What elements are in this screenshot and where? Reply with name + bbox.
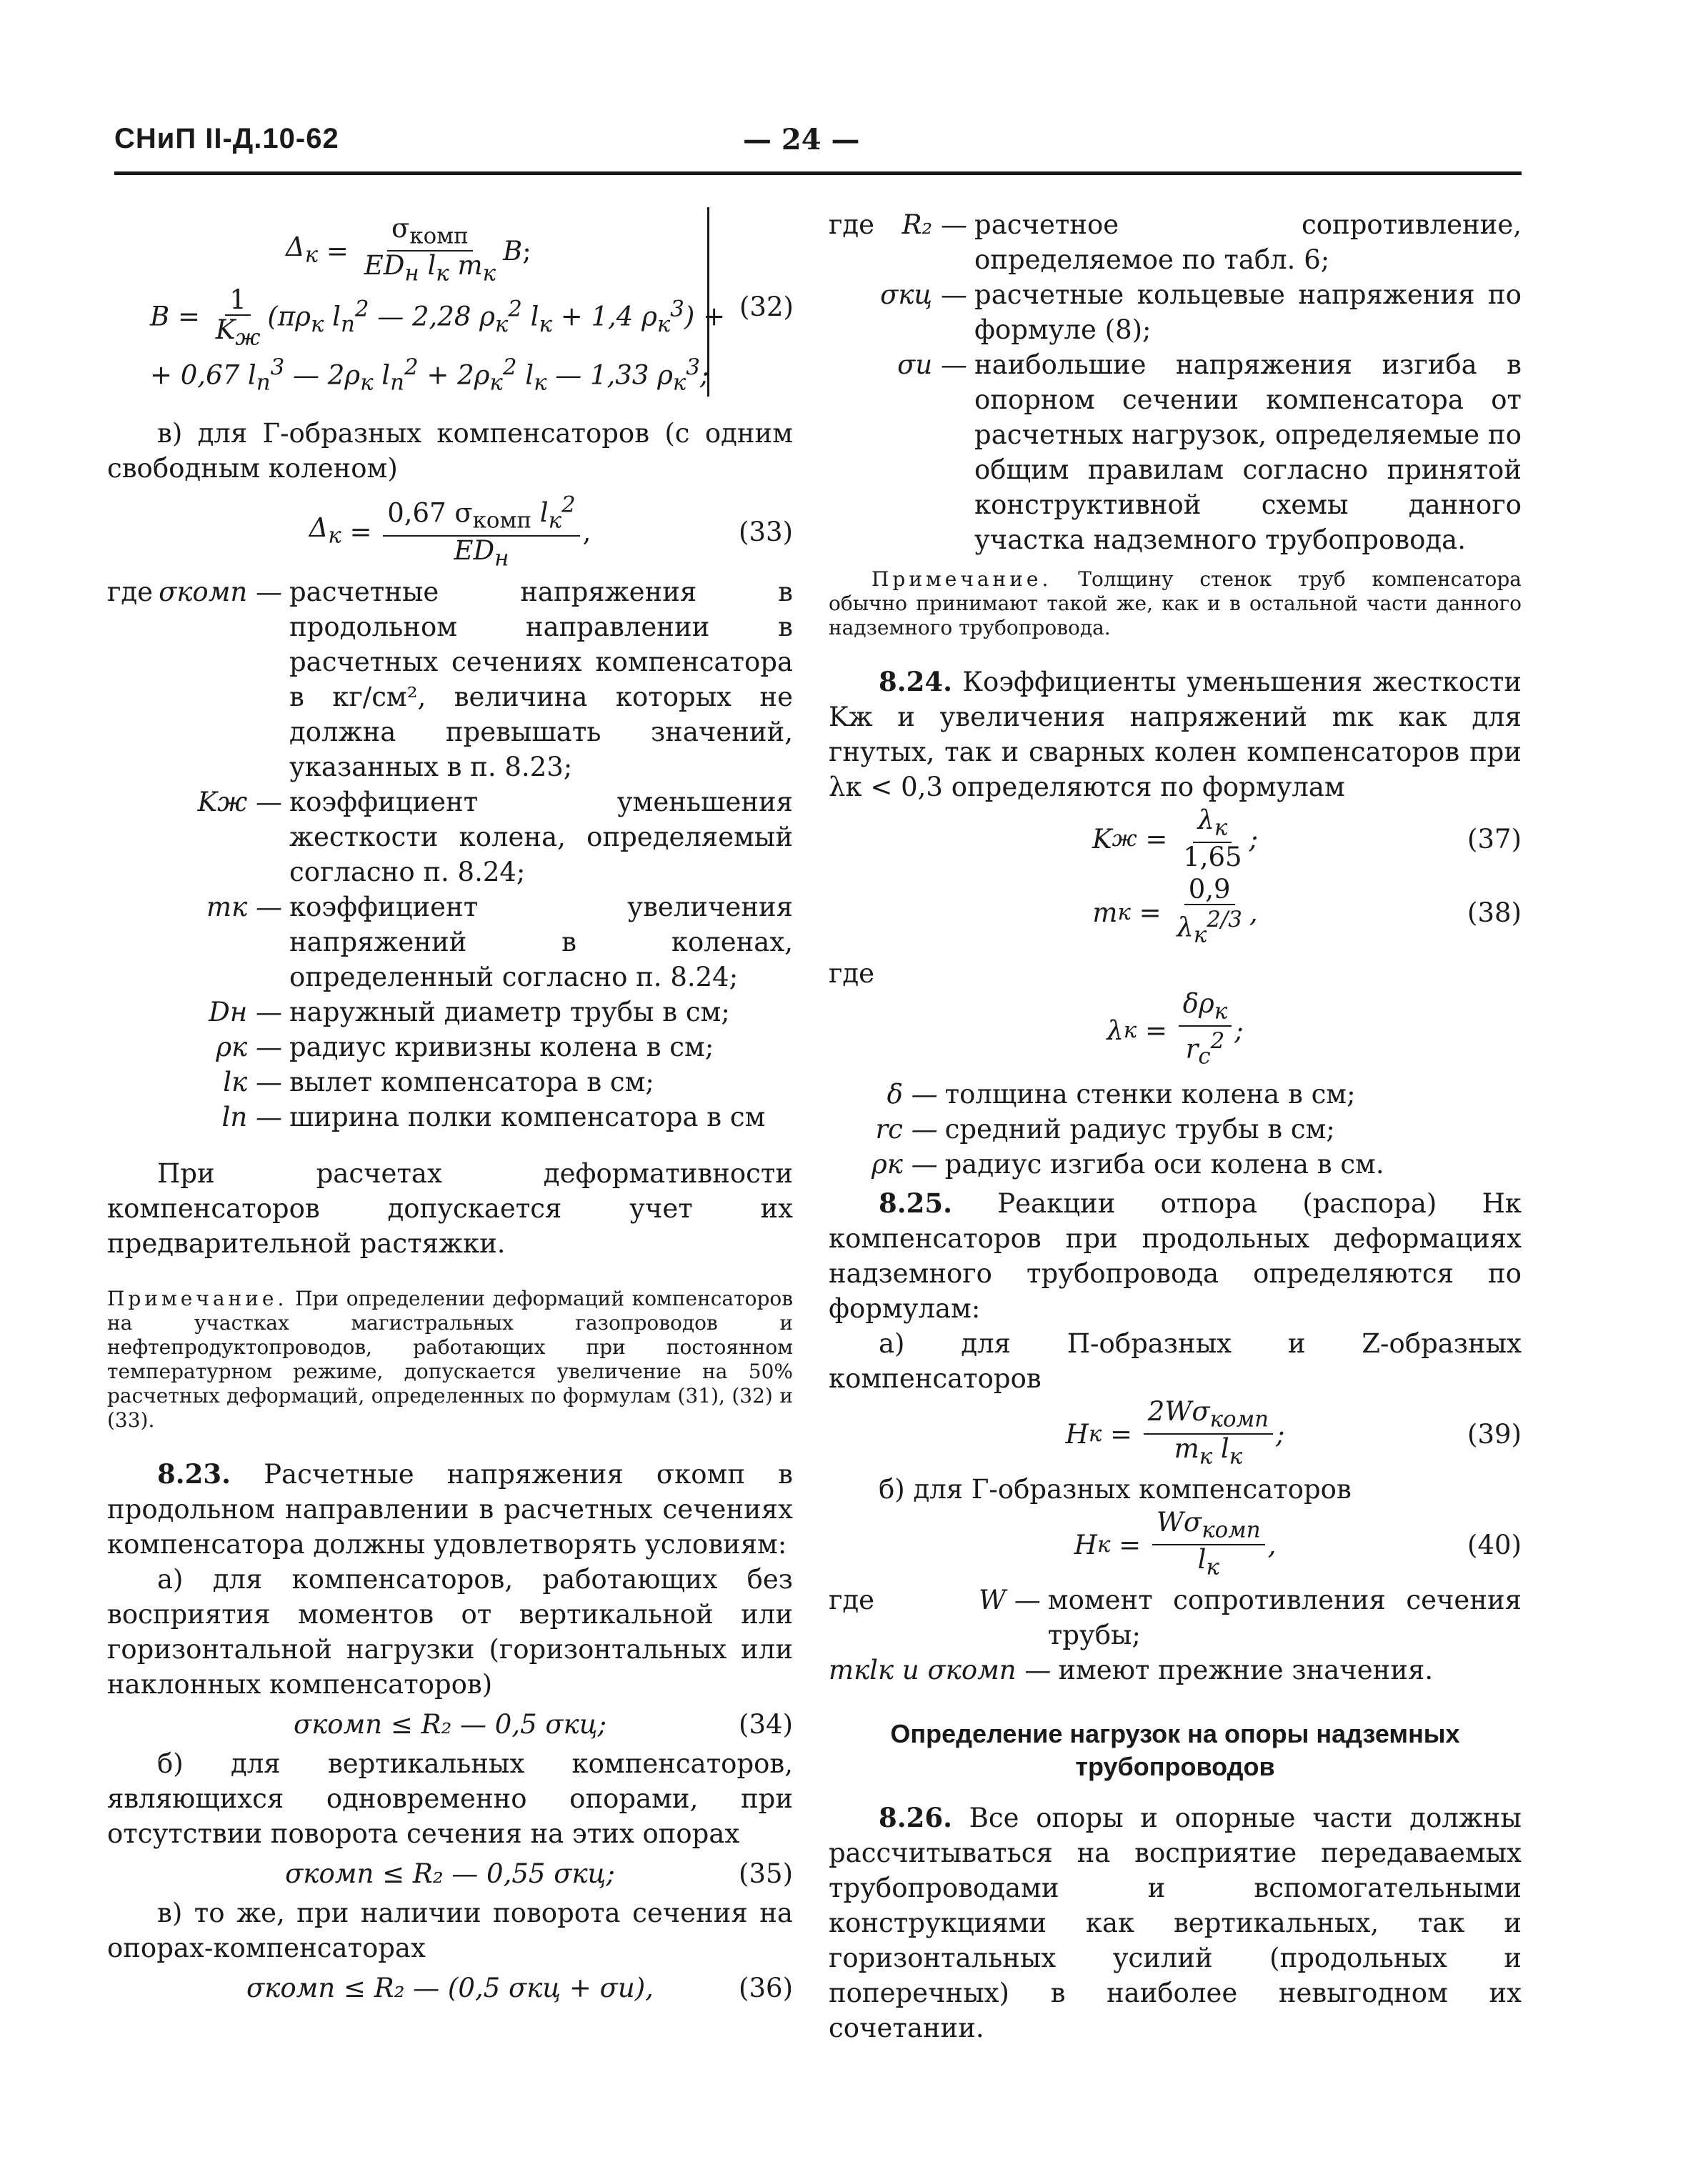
def-text: расчетные кольцевые напряжения по формуле (8); xyxy=(974,279,1522,345)
formula-40-number: (40) xyxy=(1467,1529,1522,1560)
right-column xyxy=(829,207,1522,2046)
paragraph-text: Коэффициенты уменьшения жесткости Kж и увеличения напряжений mк как для гнутых, так и сварных колен компенсаторов при λк < 0,3 определяются по формулам xyxy=(829,667,1522,802)
def-text: расчетные напряжения в продольном направлении в расчетных сечениях компенсатора в кг/см², величина которых не должна превышать значений, указанных в п. 8.23; xyxy=(289,577,793,782)
paragraph-8-23 xyxy=(107,1457,793,1562)
note-text: При определении деформаций компенсаторов на участках магистральных газопроводов и нефтепродуктопроводов, работающих при постоянном температурном режиме, допускается увеличение на 50% расчетных деформаций, определенных по формулам (31), (32) и (33). xyxy=(107,1287,793,1432)
def-symbol: Dн — xyxy=(209,997,282,1027)
item-a-right: а) для П-образных и Z-образных компенсаторов xyxy=(829,1328,1522,1394)
note-1 xyxy=(107,1287,793,1433)
formula-32-line3: + 0,67 $l_п^3$ — $2\rho_к$ $l_п^2 + 2\rho_к^2$ $l_к$ — 1,33 $\rho_к^3$; xyxy=(150,354,709,396)
def-text: расчетное сопротивление, определяемое по табл. 6; xyxy=(974,209,1522,275)
formula-33: $\Delta_к$ = $\frac{0,67 \sigma_{комп} l_к^2}{ED_н}$ , (33) xyxy=(309,492,793,572)
def-symbol: W — xyxy=(979,1585,1041,1615)
def-text: коэффициент увеличения напряжений в коленах, определенный согласно п. 8.24; xyxy=(289,892,793,992)
definitions-list-5 xyxy=(829,1653,1522,1688)
paragraph-8-25 xyxy=(829,1186,1522,1326)
note-label: Примечание. xyxy=(872,567,1052,591)
def-text: имеют прежние значения. xyxy=(1058,1655,1434,1685)
paragraph-number: 8.26. xyxy=(879,1802,952,1833)
def-text: радиус изгиба оси колена в см. xyxy=(944,1149,1384,1180)
paragraph-8-26 xyxy=(829,1800,1522,2046)
formula-lambda: λ к = $\frac{\delta\rho_к}{r_с^2}$ ; xyxy=(1107,987,1244,1070)
formula-36 xyxy=(107,1966,793,2010)
paragraph-number: 8.24. xyxy=(879,666,952,697)
def-text: наибольшие напряжения изгиба в опорном сечении компенсатора от расчетных нагрузок, определяемые по общим правилам согласно принятой конструктивной схемы данного участка надземного трубопровода. xyxy=(974,349,1522,555)
formula-40: H к = $\frac{W\sigma_{комп}}{l_к}$ , (40) xyxy=(1074,1506,1522,1580)
formula-36-text: σкомп ≤ R₂ — (0,5 σкц + σи), xyxy=(246,1972,654,2003)
page-number: — 24 — xyxy=(743,123,860,156)
def-text: толщина стенки колена в см; xyxy=(944,1079,1356,1110)
formula-33-number: (33) xyxy=(739,516,793,547)
def-text: вылет компенсатора в см; xyxy=(289,1067,654,1097)
def-symbol: σкомп — xyxy=(159,577,282,607)
formula-32-number: (32) xyxy=(739,292,794,322)
item-b: б) для вертикальных компенсаторов, являющихся одновременно опорами, при отсутствии поворота сечения на этих опорах xyxy=(107,1748,793,1849)
left-column xyxy=(107,207,793,2010)
formula-34 xyxy=(107,1702,793,1746)
paragraph-8-24 xyxy=(829,664,1522,804)
item-a: а) для компенсаторов, работающих без восприятия моментов от вертикальной или горизонтальной нагрузки (горизонтальных или наклонных компенсаторов) xyxy=(107,1564,793,1700)
item-v-g-shaped: в) для Г-образных компенсаторов (с одним свободным коленом) xyxy=(107,418,793,484)
def-symbol: ρк — xyxy=(872,1149,938,1180)
header-rule xyxy=(114,171,1522,175)
formula-37: K ж = $\frac{\lambda_к}{1,65}$ ; (37) xyxy=(1092,804,1522,873)
def-text: наружный диаметр трубы в см; xyxy=(289,997,730,1027)
where-label: где xyxy=(829,1585,875,1615)
formula-32-line2: B = $\frac{1}{K_ж}$ ($\pi\rho_к$ $l_п^2$ — 2,28 $\rho_к^2$ $l_к + 1,4$ $\rho_к^3$) + xyxy=(150,284,726,351)
section-heading: Определение нагрузок на опоры надземных трубопроводов xyxy=(890,1719,1460,1781)
where-label: где xyxy=(829,209,875,240)
def-text: средний радиус трубы в см; xyxy=(944,1114,1335,1145)
definitions-list-4 xyxy=(829,1583,1522,1653)
def-symbol: Kж — xyxy=(197,787,282,817)
def-text: радиус кривизны колена в см; xyxy=(289,1032,714,1062)
item-b-right: б) для Г-образных компенсаторов xyxy=(879,1474,1352,1505)
def-symbol: lп — xyxy=(221,1102,282,1132)
definitions-list-1 xyxy=(159,574,793,1135)
where-label-2: где xyxy=(829,958,875,989)
def-symbol: mкlк и σкомп — xyxy=(829,1655,1052,1685)
document-code: СНиП II-Д.10-62 xyxy=(114,123,339,154)
paragraph-text: Реакции отпора (распора) Hк компенсаторов при продольных деформациях надземного трубопровода определяются по формулам: xyxy=(829,1188,1522,1324)
note-label: Примечание. xyxy=(107,1287,288,1310)
paragraph-text: Расчетные напряжения σкомп в продольном направлении в расчетных сечениях компенсатора должны удовлетворять условиям: xyxy=(107,1459,793,1560)
definitions-list-3 xyxy=(872,1077,1522,1182)
def-symbol: δ — xyxy=(887,1079,938,1110)
formula-32-block xyxy=(107,207,793,400)
def-text: ширина полки компенсатора в см xyxy=(289,1102,766,1132)
formula-34-text: σкомп ≤ R₂ — 0,5 σкц; xyxy=(293,1708,607,1740)
formula-brace xyxy=(693,207,709,397)
formula-39-number: (39) xyxy=(1467,1418,1522,1450)
def-text: коэффициент уменьшения жесткости колена, определяемый согласно п. 8.24; xyxy=(289,787,793,887)
def-symbol: mк — xyxy=(206,892,282,922)
paragraph-text: Все опоры и опорные части должны рассчитываться на восприятие передаваемых трубопроводами и вспомогательными конструкциями как вертикальных, так и горизонтальных усилий (продольных и поперечных) в наиболее невыгодном их сочетании. xyxy=(829,1803,1522,2043)
formula-32-line1: $\Delta_к$ = $\frac{\sigma_{комп}}{ED_н l_к m_к}$ B ; xyxy=(286,213,531,287)
def-symbol: ρк — xyxy=(216,1032,282,1062)
formula-39: H к = $\frac{2W\sigma_{комп}}{m_к l_к}$ ; (39) xyxy=(1065,1395,1522,1470)
formula-34-number: (34) xyxy=(739,1708,793,1740)
formula-37-number: (37) xyxy=(1467,823,1522,855)
def-symbol: σкц — xyxy=(880,279,968,310)
note-text: Толщину стенок труб компенсатора обычно принимают такой же, как и в остальной части данного надземного трубопровода. xyxy=(829,567,1522,639)
paragraph-deformation: При расчетах деформативности компенсаторов допускается учет их предварительной растяжки. xyxy=(107,1158,793,1259)
formula-36-number: (36) xyxy=(739,1972,793,2003)
formula-35-text: σкомп ≤ R₂ — 0,55 σкц; xyxy=(285,1858,615,1889)
definitions-block-1 xyxy=(107,574,793,1135)
definitions-block-2 xyxy=(829,207,1522,557)
formula-35 xyxy=(107,1851,793,1895)
def-symbol: rс — xyxy=(875,1114,938,1145)
where-label: где xyxy=(107,577,154,607)
paragraph-number: 8.23. xyxy=(157,1458,231,1490)
definitions-list-2 xyxy=(880,207,1522,557)
def-symbol: lк — xyxy=(223,1067,282,1097)
item-v-2: в) то же, при наличии поворота сечения на опорах-компенсаторах xyxy=(107,1898,793,1963)
formula-38-number: (38) xyxy=(1467,897,1522,928)
paragraph-number: 8.25. xyxy=(879,1187,952,1219)
def-text: момент сопротивления сечения трубы; xyxy=(1047,1585,1522,1650)
def-symbol: σи — xyxy=(897,349,968,380)
formula-38: m к = $\frac{0,9}{\lambda_к^{2/3}}$ , (38) xyxy=(1092,874,1522,948)
note-2 xyxy=(829,567,1522,640)
def-symbol: R₂ — xyxy=(902,209,968,240)
formula-35-number: (35) xyxy=(739,1858,793,1889)
